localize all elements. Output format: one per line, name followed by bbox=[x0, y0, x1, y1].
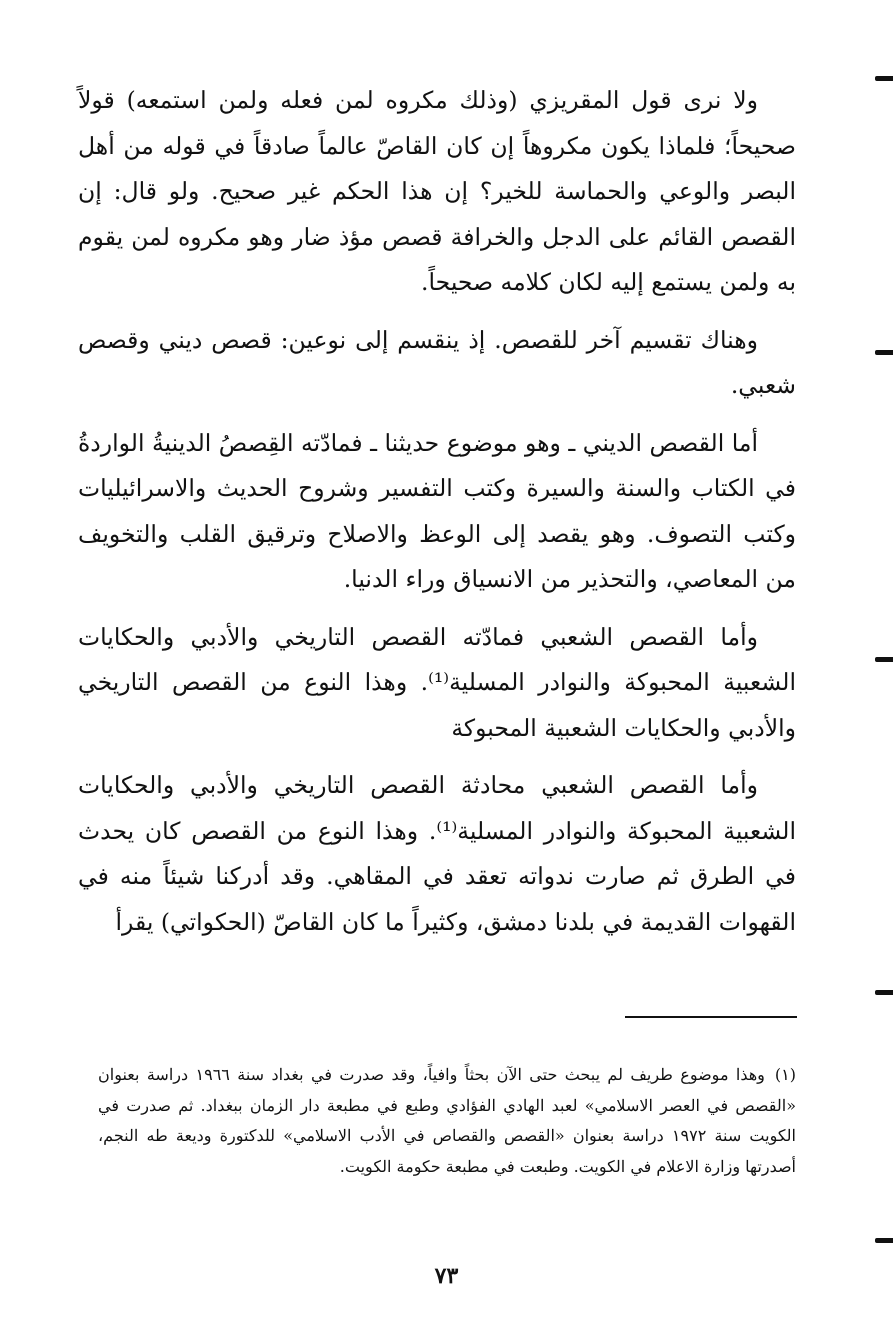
paragraph-3: أما القصص الديني ـ وهو موضوع حديثنا ـ فمادّته القِصصُ الدينيةُ الواردةُ في الكتاب والسنة والسيرة وكتب التفسير وشروح الحديث والاسرائيليات وكتب التصوف. وهو يقصد إلى الوعظ والاصلاح وترقيق القلب والتخويف من المعاصي، والتحذير من الانسياق وراء الدنيا. bbox=[78, 428, 796, 593]
margin-edge-mark bbox=[875, 990, 893, 995]
margin-edge-mark bbox=[875, 657, 893, 662]
paragraph-2: وهناك تقسيم آخر للقصص. إذ ينقسم إلى نوعين: قصص ديني وقصص شعبي. bbox=[78, 325, 796, 399]
paragraph-5: وأما القصص الشعبي محادثة القصص التاريخي والأدبي والحكايات الشعبية المحبوكة والنوادر المسلية⁽¹⁾. وهذا النوع من القصص كان يحدث في الطرق ثم صارت ندواته تعقد في المقاهي. وقد أدركنا شيئاً منه في القهوات القديمة في بلدنا دمشق، وكثيراً ما كان القاصّ (الحكواتي) يقرأ bbox=[78, 771, 796, 936]
page-number: ٧٣ bbox=[434, 1263, 459, 1289]
margin-edge-mark bbox=[875, 350, 893, 355]
paragraph-1: ولا نرى قول المقريزي (وذلك مكروه لمن فعله ولمن استمعه) قولاً صحيحاً؛ فلماذا يكون مكروهاً إن كان القاصّ عالماً صادقاً في قوله من أهل البصر والوعي والحماسة للخير؟ إن هذا الحكم غير صحيح. ولو قال: إن القصص القائم على الدجل والخرافة قصص مؤذ ضار وهو مكروه لمن يقوم به ولمن يستمع إليه لكان كلامه صحيحاً. bbox=[78, 86, 796, 296]
footnote-marker: (١) bbox=[774, 1065, 796, 1084]
margin-edge-mark bbox=[875, 1238, 893, 1243]
footnote-divider bbox=[625, 1016, 797, 1018]
footnote-text: وهذا موضوع طريف لم يبحث حتى الآن بحثاً وافياً، وقد صدرت في بغداد سنة ١٩٦٦ دراسة بعنوان «القصص في العصر الاسلامي» لعبد الهادي الفؤادي وطبع في مطبعة دار الزمان ببغداد. ثم صدرت في الكويت سنة ١٩٧٢ دراسة بعنوان «القصص والقصاص في الأدب الاسلامي» للدكتورة وديعة طه النجم، أصدرتها وزارة الاعلام في الكويت. وطبعت في مطبعة حكومة الكويت. bbox=[98, 1065, 797, 1176]
footnotes-block bbox=[98, 1060, 796, 1182]
main-text-block bbox=[78, 78, 796, 945]
paragraph-4: وأما القصص الشعبي فمادّته القصص التاريخي والأدبي والحكايات الشعبية المحبوكة والنوادر المسلية⁽¹⁾. وهذا النوع من القصص التاريخي والأدبي والحكايات الشعبية المحبوكة bbox=[78, 622, 796, 742]
footnote-1 bbox=[98, 1060, 796, 1182]
margin-edge-mark bbox=[875, 76, 893, 81]
